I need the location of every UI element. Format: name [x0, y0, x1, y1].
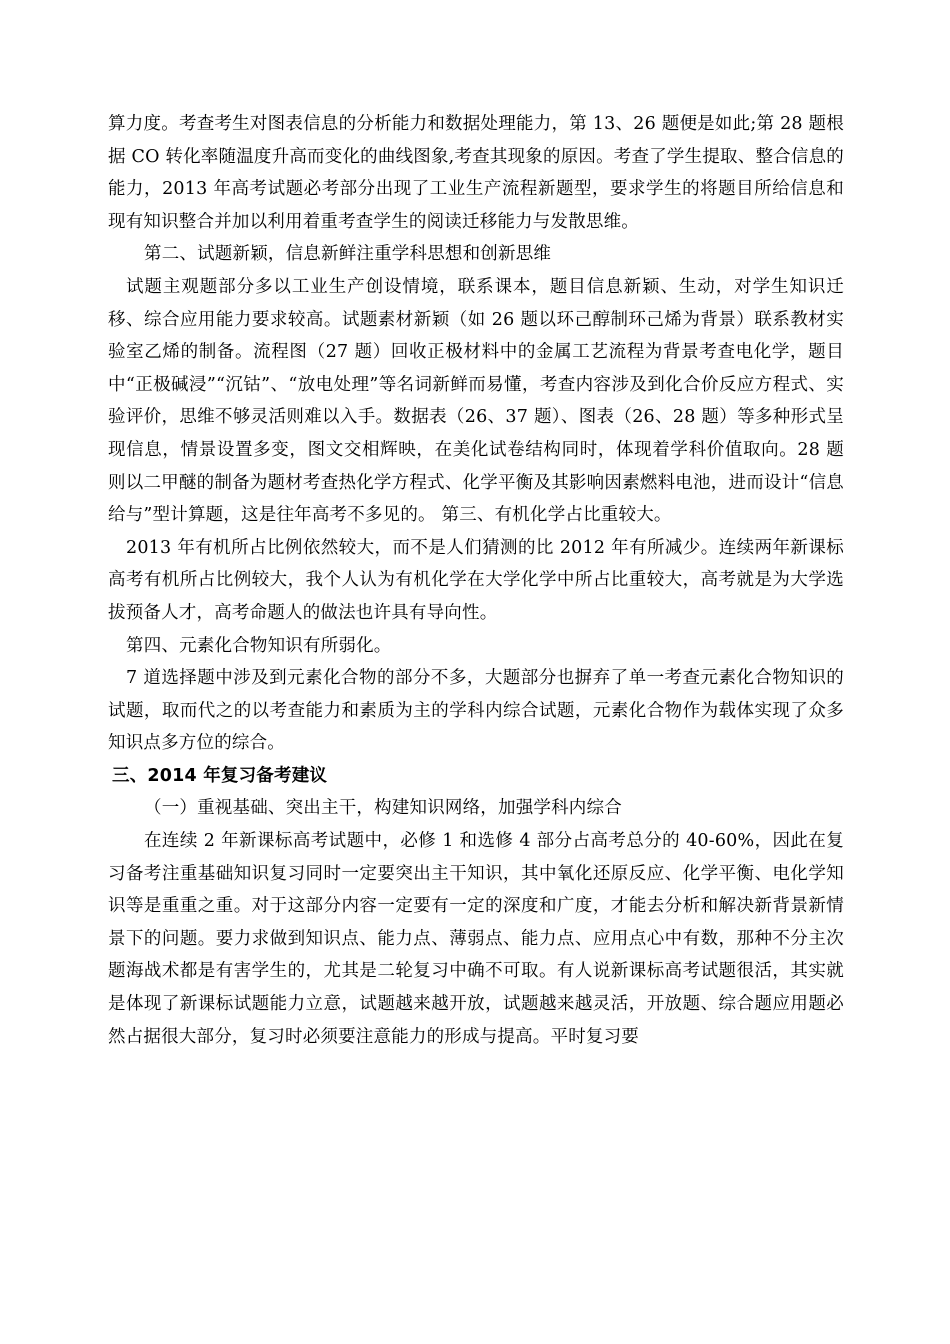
- document-page: [108, 108, 844, 1053]
- paragraph-organic-chemistry: 2013 年有机所占比例依然较大，而不是人们猜测的比 2012 年有所减少。连续两年新课标高考有机所占比例较大，我个人认为有机化学在大学化学中所占比重较大，高考就是为大学选拔预备人才，高考命题人的做法也许具有导向性。: [108, 537, 844, 623]
- heading-second-point: 第二、试题新颖，信息新鲜注重学科思想和创新思维: [144, 244, 552, 265]
- subheading-basics-first: （一）重视基础、突出主干，构建知识网络，加强学科内综合: [144, 798, 622, 819]
- heading-fourth-point: 第四、元素化合物知识有所弱化。: [126, 635, 392, 656]
- paragraph-review-strategy: 在连续 2 年新课标高考试题中，必修 1 和选修 4 部分占高考总分的 40-60%，因此在复习备考注重基础知识复习同时一定要突出主干知识，其中氧化还原反应、化学平衡、电化学知识等是重重之重。对于这部分内容一定要有一定的深度和广度，才能去分析和解决新背景新情景下的问题。要力求做到知识点、能力点、薄弱点、能力点、应用点心中有数，那种不分主次题海战术都是有害学生的，尤其是二轮复习中确不可取。有人说新课标高考试题很活，其实就是体现了新课标试题能力立意，试题越来越开放，试题越来越灵活，开放题、综合题应用题必然占据很大部分，复习时必须要注意能力的形成与提高。平时复习要: [108, 831, 844, 1047]
- paragraph-elements-compounds: 7 道选择题中涉及到元素化合物的部分不多，大题部分也摒弃了单一考查元素化合物知识的试题，取而代之的以考查能力和素质为主的学科内综合试题，元素化合物作为载体实现了众多知识点多方位的综合。: [108, 668, 844, 754]
- section-heading-review-advice: 三、2014 年复习备考建议: [112, 765, 328, 786]
- paragraph-analysis-ability: 算力度。考查考生对图表信息的分析能力和数据处理能力，第 13、26 题便是如此;第 28 题根据 CO 转化率随温度升高而变化的曲线图象,考查其现象的原因。考查了学生提取、整合信息的能力，2013 年高考试题必考部分出现了工业生产流程新题型，要求学生的将题目所给信息和现有知识整合并加以利用着重考查学生的阅读迁移能力与发散思维。: [108, 114, 844, 232]
- paragraph-novel-questions: 试题主观题部分多以工业生产创设情境，联系课本，题目信息新颖、生动，对学生知识迁移、综合应用能力要求较高。试题素材新颖（如 26 题以环己醇制环己烯为背景）联系教材实验室乙烯的制备。流程图（27 题）回收正极材料中的金属工艺流程为背景考查电化学，题目中“正极碱浸”“沉钴”、“放电处理”等名词新鲜而易懂，考查内容涉及到化合价反应方程式、实验评价，思维不够灵活则难以入手。数据表（26、37 题）、图表（26、28 题）等多种形式呈现信息，情景设置多变，图文交相辉映，在美化试卷结构同时，体现着学科价值取向。28 题则以二甲醚的制备为题材考查热化学方程式、化学平衡及其影响因素燃料电池，进而设计“信息给与”型计算题，这是往年高考不多见的。 第三、有机化学占比重较大。: [108, 276, 844, 526]
